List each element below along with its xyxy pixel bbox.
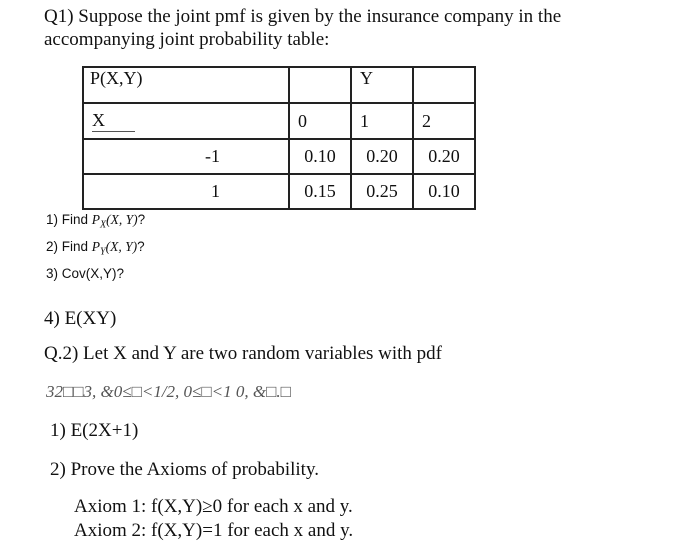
math-subscript: X [100,219,107,231]
probability-cell: 0.10 [289,139,351,174]
q2-item-2: 2) Prove the Axioms of probability. [50,459,319,480]
joint-probability-table [82,66,476,210]
table-row [83,139,475,174]
q2-item-1: 1) E(2X+1) [50,420,139,441]
subquestion-1-prefix: 1) Find [46,212,92,227]
x-value-cell: 1 [83,174,289,209]
y-value-cell: 2 [413,103,475,139]
probability-cell: 0.10 [413,174,475,209]
math-subscript: Y [100,246,106,258]
math-p: P [91,212,101,227]
subquestion-1-math [91,212,138,231]
q1-line-1: Q1) Suppose the joint pmf is given by the insurance company in the [44,6,562,27]
subquestion-3: 3) Cov(X,Y)? [46,266,125,281]
q2-line: Q.2) Let X and Y are two random variables with pdf [44,343,442,364]
y-value-cell: 1 [351,103,413,139]
subquestion-2 [46,239,145,258]
probability-cell: 0.25 [351,174,413,209]
subquestion-1 [46,212,145,231]
subquestion-2-math [91,239,138,258]
probability-cell: 0.15 [289,174,351,209]
axiom-2: Axiom 2: f(X,Y)=1 for each x and y. [74,520,354,541]
math-args: (X, Y) [106,212,138,227]
y-header-cell: Y [351,67,413,103]
q2-pdf-expression: 32□□3, &0≤□<1/2, 0≤□<1 0, &□.□ [46,382,291,401]
corner-cell: P(X,Y) [83,67,289,103]
q1-line-2: accompanying joint probability table: [44,29,330,50]
axiom-1: Axiom 1: f(X,Y)≥0 for each x and y. [74,496,353,517]
table-row [83,174,475,209]
math-args: (X, Y) [105,239,138,254]
probability-cell: 0.20 [413,139,475,174]
table-header-row [83,67,475,103]
probability-cell: 0.20 [351,139,413,174]
subquestion-2-suffix: ? [137,239,145,254]
empty-cell [413,67,475,103]
x-value-cell: -1 [83,139,289,174]
y-value-cell: 0 [289,103,351,139]
x-header-label: X [92,110,135,132]
empty-cell [289,67,351,103]
item-4: 4) E(XY) [44,308,117,329]
subquestion-2-prefix: 2) Find [46,239,92,254]
table-y-values-row [83,103,475,139]
x-header-cell [83,103,289,139]
math-p: P [91,239,101,254]
subquestion-1-suffix: ? [137,212,146,227]
